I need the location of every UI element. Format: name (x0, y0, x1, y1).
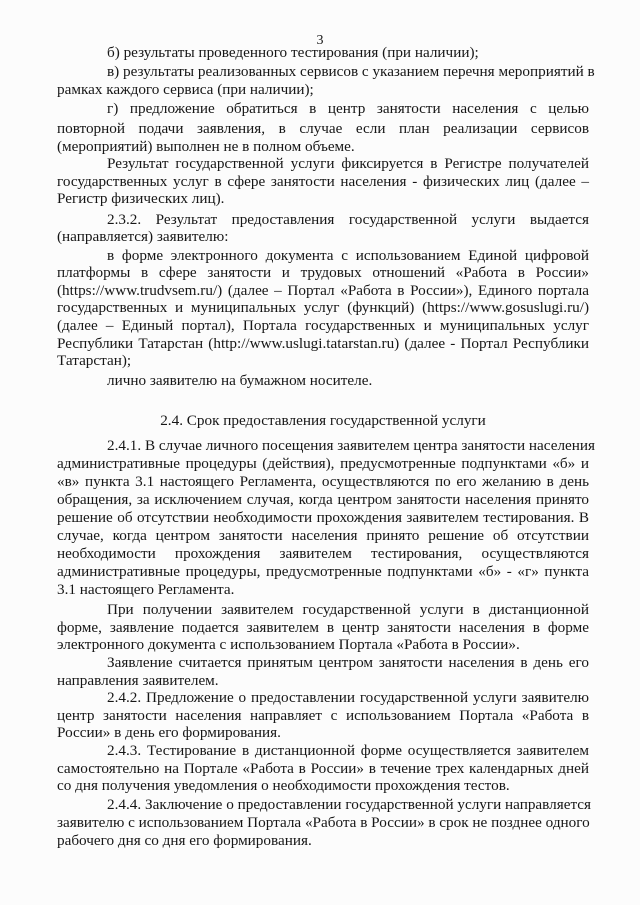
text-line: б) результаты проведенного тестирования (при наличии); (107, 44, 479, 61)
text-line: Заявление считается принятым центром занятости населения в день его (107, 654, 589, 671)
text-line: рабочего дня со дня его формирования. (57, 832, 312, 849)
text-line: При получении заявителем государственной услуги в дистанционной (107, 601, 589, 618)
text-line: административные процедуры, предусмотренные подпунктами «б» - «г» пункта (57, 563, 589, 580)
page-number: 3 (316, 33, 324, 48)
text-line: заявителю с использованием Портала «Работа в России» в срок не позднее одного (57, 814, 590, 831)
text-line: в) результаты реализованных сервисов с указанием перечня мероприятий в (107, 63, 595, 80)
text-line: (направляется) заявителю: (57, 228, 229, 245)
text-line: «в» пункта 3.1 настоящего Регламента, осуществляются по его желанию в день (57, 473, 589, 490)
text-line: г) предложение обратиться в центр занятости населения с целью (107, 100, 589, 117)
text-line: Регистр физических лиц). (57, 190, 225, 207)
text-line: лично заявителю на бумажном носителе. (107, 372, 373, 389)
text-line: 2.4.1. В случае личного посещения заявителем центра занятости населения (107, 437, 596, 454)
text-line: государственных и муниципальных услуг (функций) (https://www.gosuslugi.ru/) (57, 299, 589, 316)
text-line: случае, когда центром занятости населения принято решение об отсутствии (57, 527, 589, 544)
text-line: со дня получения уведомления о необходимости прохождения тестов. (57, 777, 510, 794)
text-line: государственных услуг в сфере занятости населения - физических лиц (далее – (57, 173, 589, 190)
text-line: в форме электронного документа с использованием Единой цифровой (107, 247, 589, 264)
text-line: (https://www.trudvsem.ru/) (далее – Портал «Работа в России»), Единого портала (57, 282, 589, 299)
text-line: самостоятельно на Портале «Работа в России» в течение трех календарных дней (57, 760, 589, 777)
text-line: необходимости прохождения заявителем тестирования, осуществляются (57, 545, 589, 562)
text-line: административные процедуры (действия), предусмотренные подпунктами «б» и (57, 455, 589, 472)
text-line: 2.4.2. Предложение о предоставлении государственной услуги заявителю (107, 689, 589, 706)
text-line: направления заявителем. (57, 672, 219, 689)
text-line: обращения, за исключением случая, когда центром занятости населения принято (57, 491, 589, 508)
text-line: 2.4.4. Заключение о предоставлении государственной услуги направляется (107, 796, 591, 813)
text-line: повторной подачи заявления, в случае если план реализации сервисов (57, 120, 589, 137)
text-line: электронного документа с использованием Портала «Работа в России». (57, 636, 520, 653)
text-line: центр занятости населения направляет с использованием Портала «Работа в (57, 707, 589, 724)
text-line: 2.3.2. Результат предоставления государственной услуги выдается (107, 211, 589, 228)
text-line: Результат государственной услуги фиксируется в Регистре получателей (107, 155, 589, 172)
section-heading: 2.4. Срок предоставления государственной услуги (160, 412, 486, 429)
text-line: форме, заявление подается заявителем в центр занятости населения в форме (57, 619, 589, 636)
text-line: Татарстан); (57, 352, 132, 369)
text-line: России» в день его формирования. (57, 724, 281, 741)
text-line: рамках каждого сервиса (при наличии); (57, 81, 314, 98)
text-line: 3.1 настоящего Регламента. (57, 581, 235, 598)
text-line: (мероприятий) выполнен не в полном объеме. (57, 138, 355, 155)
text-line: платформы в сфере занятости и трудовых отношений «Работа в России» (57, 264, 589, 281)
text-line: (далее – Единый портал), Портала государственных и муниципальных услуг (57, 317, 589, 334)
text-line: Республики Татарстан (http://www.uslugi.tatarstan.ru) (далее - Портал Республики (57, 335, 589, 352)
text-line: 2.4.3. Тестирование в дистанционной форме осуществляется заявителем (107, 742, 589, 759)
text-line: решение об отсутствии необходимости прохождения заявителем тестирования. В (57, 509, 589, 526)
